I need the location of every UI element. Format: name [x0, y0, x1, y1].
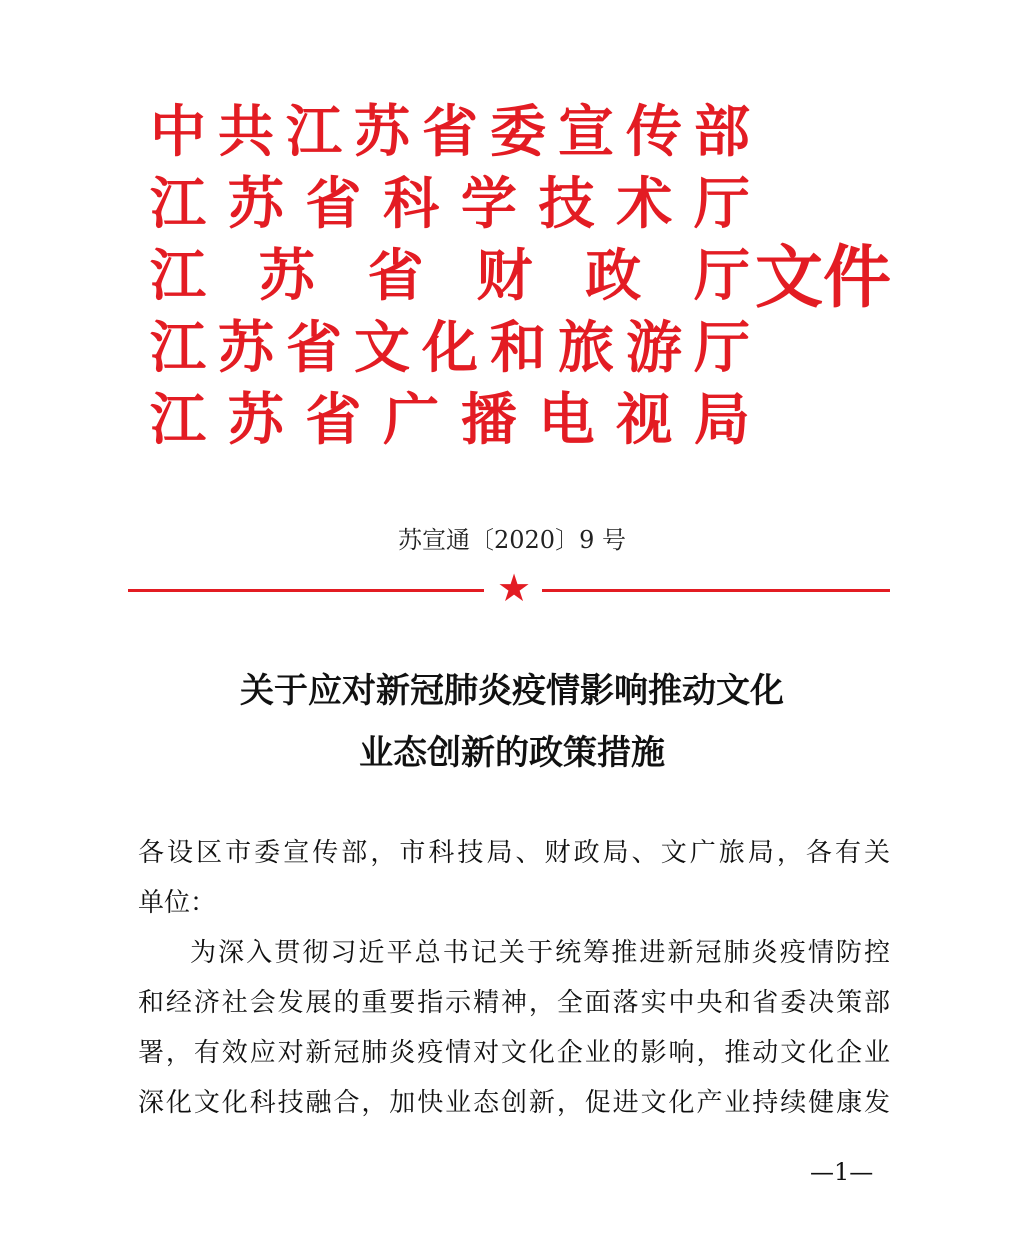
issuer-char: 江 — [150, 171, 206, 237]
issuer-char: 和 — [490, 315, 546, 381]
issuer-char: 传 — [626, 99, 682, 165]
issuer-char: 委 — [490, 99, 546, 165]
title-line-1: 关于应对新冠肺炎疫情影响推动文化 — [240, 671, 784, 711]
issuing-authorities — [150, 96, 750, 456]
issuer-char: 共 — [218, 99, 274, 165]
issuer-char: 江 — [150, 315, 206, 381]
issuer-char: 江 — [150, 387, 206, 453]
issuer-line-3 — [150, 240, 750, 312]
issuer-char: 苏 — [218, 315, 274, 381]
issuer-char: 厅 — [693, 243, 750, 309]
document-body — [138, 828, 890, 1128]
issuer-char: 旅 — [558, 315, 614, 381]
issuer-char: 广 — [383, 387, 440, 453]
issuer-char: 江 — [286, 99, 342, 165]
document-title — [0, 660, 1024, 784]
issuer-line-1 — [150, 96, 750, 168]
issuer-char: 厅 — [694, 315, 750, 381]
issuer-char: 游 — [626, 315, 682, 381]
issuer-char: 宣 — [558, 99, 614, 165]
page-number: —1— — [810, 1158, 874, 1186]
issuer-char: 文 — [354, 315, 410, 381]
issuer-char: 苏 — [258, 243, 315, 309]
issuer-char: 省 — [305, 387, 362, 453]
issuer-char: 厅 — [693, 171, 750, 237]
issuer-char: 科 — [383, 171, 440, 237]
paragraph-line-3: 署，有效应对新冠肺炎疫情对文化企业的影响，推动文化企业 — [138, 1038, 890, 1068]
issuer-char: 中 — [150, 99, 206, 165]
red-divider-left — [128, 589, 484, 592]
issuer-char: 省 — [305, 171, 362, 237]
document-label: 文件 — [755, 238, 892, 318]
red-divider-right — [542, 589, 890, 592]
issuer-line-4 — [150, 312, 750, 384]
issuer-char: 电 — [538, 387, 595, 453]
issuer-char: 苏 — [227, 387, 284, 453]
issuer-char: 技 — [538, 171, 595, 237]
issuer-char: 播 — [460, 387, 517, 453]
issuer-char: 学 — [460, 171, 517, 237]
title-line-2: 业态创新的政策措施 — [359, 733, 665, 773]
document-number: 苏宣通〔2020〕9 号 — [398, 526, 626, 554]
salutation-line-1: 各设区市委宣传部，市科技局、财政局、文广旅局，各有关 — [138, 838, 890, 868]
issuer-char: 局 — [693, 387, 750, 453]
issuer-char: 政 — [585, 243, 642, 309]
issuer-line-2 — [150, 168, 750, 240]
issuer-char: 化 — [422, 315, 478, 381]
issuer-char: 苏 — [354, 99, 410, 165]
paragraph-line-1: 为深入贯彻习近平总书记关于统筹推进新冠肺炎疫情防控 — [190, 938, 890, 968]
issuer-char: 术 — [616, 171, 673, 237]
paragraph-line-2: 和经济社会发展的重要指示精神，全面落实中央和省委决策部 — [138, 988, 890, 1018]
issuer-char: 省 — [367, 243, 424, 309]
issuer-char: 苏 — [227, 171, 284, 237]
issuer-line-5 — [150, 384, 750, 456]
issuer-char: 部 — [694, 99, 750, 165]
issuer-char: 视 — [616, 387, 673, 453]
issuer-char: 省 — [286, 315, 342, 381]
paragraph-line-4: 深化文化科技融合，加快业态创新，促进文化产业持续健康发 — [138, 1088, 890, 1118]
salutation-line-2: 单位： — [138, 888, 217, 918]
star-icon: ★ — [496, 566, 532, 610]
issuer-char: 省 — [422, 99, 478, 165]
issuer-char: 财 — [476, 243, 533, 309]
issuer-char: 江 — [150, 243, 206, 309]
